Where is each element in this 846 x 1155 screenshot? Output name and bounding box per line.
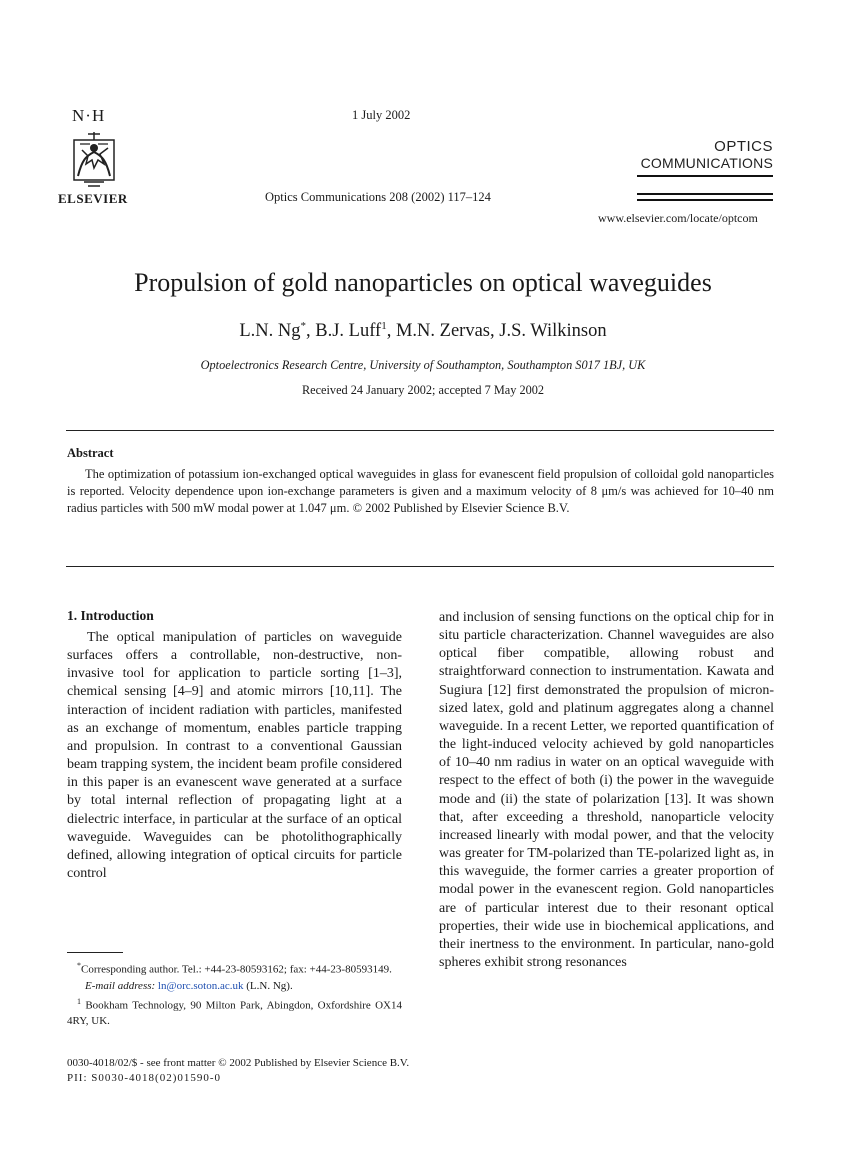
body-column-right: and inclusion of sensing functions on the optical chip for in situ particle characterization. Channel waveguides are also optical fiber compatible, allowing robust and straightforward connection to instrumentation. Kawata and Sugiura [12] first demonstrated the propulsion of micron-sized latex, gold and platinum aggregates along a channel waveguide. In a recent Letter, we reported quantification of the light-induced velocity achieved by gold nanoparticles of 10–40 nm radius in water on an optical waveguide with respect to the effect of both (i) the power in the waveguide mode and (ii) the state of polarization [13]. It was shown that, after exceeding a threshold, nanoparticle velocity increased linearly with modal power, and that the velocity was greater for TM-polarized than TE-polarized light as, in this waveguide, the former carries a greater proportion of modal power in the evanescent region. Gold nanoparticles are of particular interest due to their resonant optical properties, their wide use in biochemical applications, and their inertness to the environment. In particular, nano-gold spheres exhibit strong resonances [439,610,774,970]
journal-name-line2: COMMUNICATIONS [640,155,773,171]
footnote-rule [67,952,123,953]
footnote-1 [67,994,402,1030]
footnotes [67,958,402,1029]
author-name: B.J. Luff [315,321,382,342]
journal-reference: Optics Communications 208 (2002) 117–124 [265,190,491,204]
author-name: J.S. Wilkinson [499,321,607,342]
author-name: M.N. Zervas [395,321,490,342]
footnote-corresponding [67,958,402,978]
footnote-mark: * [77,961,81,970]
front-matter [67,1056,409,1086]
body-column-left: The optical manipulation of particles on waveguide surfaces offers a controllable, non-destructive, non-invasive tool for application to particle sorting [1–3], chemical sensing [4–9] and atomic mirrors [10,11]. The interaction of incident radiation with particles, manifested as an exchange of momentum, enables particle trapping and propulsion. In contrast to a conventional Gaussian beam trapping system, the incident beam profile considered in this paper is an evanescent wave generated at a surface by total internal reflection of propagating light at a dielectric interface, in particular at the surface of an optical waveguide. Waveguides can be photolithographically defined, allowing integration of optical circuits for particle control [67,630,402,882]
footnote-1-text: Bookham Technology, 90 Milton Park, Abingdon, Oxfordshire OX14 4RY, UK. [67,999,402,1028]
logo-nh-text: N·H [72,106,106,125]
author-mark: 1 [381,320,387,332]
email-link[interactable]: ln@orc.soton.ac.uk [157,979,244,992]
author-name: L.N. Ng [239,321,301,342]
footnote-mark: 1 [77,996,81,1006]
logo-elsevier-text: ELSEVIER [58,191,128,206]
abstract-rule-bottom [66,566,774,567]
article-title: Propulsion of gold nanoparticles on optical waveguides [134,268,712,297]
author-mark: * [300,320,307,332]
email-owner: (L.N. Ng). [246,979,293,992]
author-list: L.N. Ng*, B.J. Luff$^1$, M.N. Zervas, J.S. Wilkinson [239,320,607,342]
journal-name [637,138,773,171]
journal-name-line1: OPTICS [714,138,773,155]
publisher-logo [58,106,138,206]
footnote-corresponding-text: Corresponding author. Tel.: +44-23-80593162; fax: +44-23-80593149. [81,963,392,976]
section-heading: 1. Introduction [67,608,154,623]
journal-rule-top [637,175,773,177]
abstract-heading: Abstract [67,446,114,460]
footnote-email [67,978,402,994]
email-label: E-mail address: [85,979,156,992]
journal-url[interactable]: www.elsevier.com/locate/optcom [598,211,758,225]
received-dates: Received 24 January 2002; accepted 7 May 2002 [301,383,545,397]
issue-date: 1 July 2002 [352,108,411,122]
elsevier-tree-icon [68,130,120,188]
journal-rule-mid [637,193,773,195]
abstract-rule-top [66,430,774,431]
affiliation: Optoelectronics Research Centre, University of Southampton, Southampton S017 1BJ, UK [200,358,646,372]
abstract-text: The optimization of potassium ion-exchanged optical waveguides in glass for evanescent field propulsion of colloidal gold nanoparticles is reported. Velocity dependence upon ion-exchange parameters is given and a maximum velocity of 8 μm/s was achieved for 10–40 nm radius particles with 500 mW modal power at 1.047 μm. © 2002 Published by Elsevier Science B.V. [67,467,774,515]
journal-rule-bottom [637,199,773,201]
front-matter-line1: 0030-4018/02/$ - see front matter © 2002 Published by Elsevier Science B.V. [67,1057,410,1069]
front-matter-pii: PII: S0030-4018(02)01590-0 [67,1072,222,1084]
